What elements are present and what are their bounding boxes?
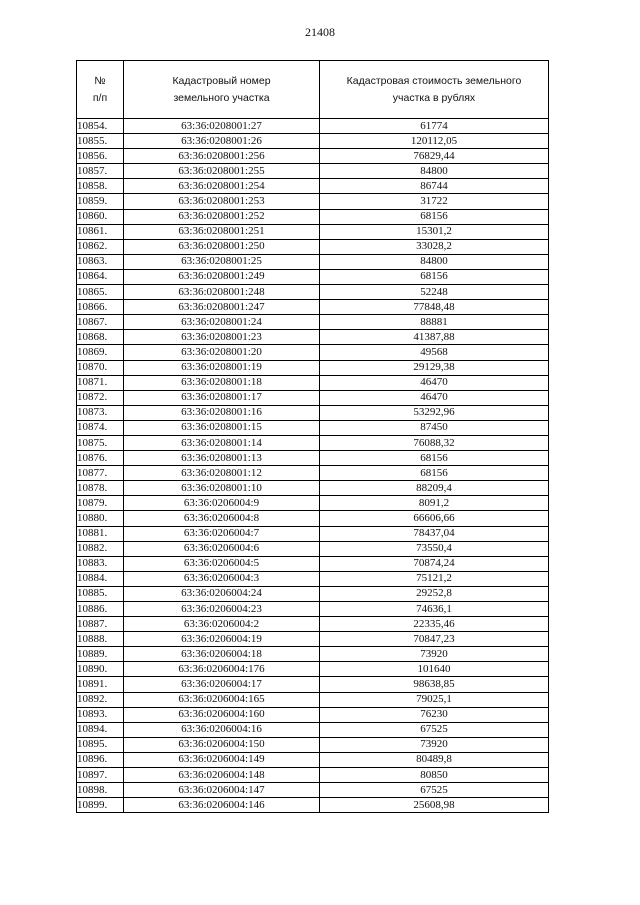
cadastral-cost-cell: 25608,98	[320, 798, 549, 813]
cadastral-cost-cell: 80489,8	[320, 752, 549, 767]
row-number-cell: 10859.	[77, 194, 124, 209]
table-row	[77, 390, 549, 405]
row-number-cell: 10872.	[77, 390, 124, 405]
header-cadastral-number: Кадастровый номер земельного участка	[124, 61, 320, 119]
cadastral-cost-cell: 61774	[320, 119, 549, 134]
cadastral-number-cell: 63:36:0208001:254	[124, 179, 320, 194]
row-number-cell: 10876.	[77, 451, 124, 466]
cadastral-cost-cell: 46470	[320, 390, 549, 405]
row-number-cell: 10874.	[77, 420, 124, 435]
table-row	[77, 209, 549, 224]
table-row	[77, 164, 549, 179]
row-number-cell: 10875.	[77, 435, 124, 450]
cadastral-cost-cell: 88881	[320, 315, 549, 330]
cadastral-cost-cell: 79025,1	[320, 692, 549, 707]
cadastral-number-cell: 63:36:0208001:256	[124, 149, 320, 164]
table-row	[77, 466, 549, 481]
row-number-cell: 10884.	[77, 571, 124, 586]
row-number-cell: 10870.	[77, 360, 124, 375]
table-row	[77, 768, 549, 783]
cadastral-cost-cell: 68156	[320, 209, 549, 224]
row-number-cell: 10871.	[77, 375, 124, 390]
table-row	[77, 420, 549, 435]
row-number-cell: 10855.	[77, 134, 124, 149]
cadastral-number-cell: 63:36:0208001:253	[124, 194, 320, 209]
header-row	[77, 61, 549, 119]
row-number-cell: 10865.	[77, 285, 124, 300]
cadastral-cost-cell: 88209,4	[320, 481, 549, 496]
cadastral-number-cell: 63:36:0208001:26	[124, 134, 320, 149]
cadastral-number-cell: 63:36:0206004:18	[124, 647, 320, 662]
cadastral-cost-cell: 41387,88	[320, 330, 549, 345]
row-number-cell: 10893.	[77, 707, 124, 722]
row-number-cell: 10883.	[77, 556, 124, 571]
cadastral-number-cell: 63:36:0208001:249	[124, 269, 320, 284]
cadastral-number-cell: 63:36:0208001:252	[124, 209, 320, 224]
row-number-cell: 10898.	[77, 783, 124, 798]
row-number-cell: 10856.	[77, 149, 124, 164]
cadastral-number-cell: 63:36:0206004:9	[124, 496, 320, 511]
cadastral-cost-cell: 8091,2	[320, 496, 549, 511]
cadastral-cost-cell: 22335,46	[320, 617, 549, 632]
cadastral-cost-cell: 120112,05	[320, 134, 549, 149]
cadastral-cost-cell: 67525	[320, 783, 549, 798]
cadastral-number-cell: 63:36:0208001:23	[124, 330, 320, 345]
table-row	[77, 737, 549, 752]
table-row	[77, 269, 549, 284]
table-row	[77, 435, 549, 450]
row-number-cell: 10860.	[77, 209, 124, 224]
table-row	[77, 345, 549, 360]
cadastral-number-cell: 63:36:0206004:16	[124, 722, 320, 737]
cadastral-cost-cell: 86744	[320, 179, 549, 194]
cadastral-number-cell: 63:36:0208001:24	[124, 315, 320, 330]
table-row	[77, 375, 549, 390]
cadastral-number-cell: 63:36:0208001:248	[124, 285, 320, 300]
cadastral-number-cell: 63:36:0206004:176	[124, 662, 320, 677]
table-row	[77, 526, 549, 541]
cadastral-cost-cell: 67525	[320, 722, 549, 737]
cadastral-number-cell: 63:36:0208001:251	[124, 224, 320, 239]
table-row	[77, 224, 549, 239]
cadastral-cost-cell: 66606,66	[320, 511, 549, 526]
table-row	[77, 405, 549, 420]
row-number-cell: 10881.	[77, 526, 124, 541]
table-row	[77, 541, 549, 556]
cadastral-cost-cell: 49568	[320, 345, 549, 360]
row-number-cell: 10862.	[77, 239, 124, 254]
table-row	[77, 179, 549, 194]
row-number-cell: 10895.	[77, 737, 124, 752]
cadastral-cost-cell: 29252,8	[320, 586, 549, 601]
row-number-cell: 10863.	[77, 254, 124, 269]
table-body	[77, 119, 549, 813]
table-row	[77, 134, 549, 149]
row-number-cell: 10866.	[77, 300, 124, 315]
table-row	[77, 752, 549, 767]
table-row	[77, 451, 549, 466]
table-row	[77, 149, 549, 164]
table-row	[77, 330, 549, 345]
cadastral-cost-cell: 31722	[320, 194, 549, 209]
cadastral-number-cell: 63:36:0206004:23	[124, 602, 320, 617]
cadastral-cost-cell: 74636,1	[320, 602, 549, 617]
cadastral-cost-cell: 76230	[320, 707, 549, 722]
row-number-cell: 10854.	[77, 119, 124, 134]
cadastral-cost-cell: 68156	[320, 466, 549, 481]
cadastral-cost-cell: 76088,32	[320, 435, 549, 450]
cadastral-cost-cell: 68156	[320, 451, 549, 466]
table-row	[77, 707, 549, 722]
cadastral-cost-cell: 52248	[320, 285, 549, 300]
cadastral-number-cell: 63:36:0208001:20	[124, 345, 320, 360]
table-row	[77, 496, 549, 511]
cadastral-cost-cell: 70874,24	[320, 556, 549, 571]
table-row	[77, 571, 549, 586]
cadastral-cost-cell: 73920	[320, 647, 549, 662]
table-row	[77, 360, 549, 375]
table-row	[77, 556, 549, 571]
cadastral-cost-cell: 33028,2	[320, 239, 549, 254]
cadastral-cost-cell: 53292,96	[320, 405, 549, 420]
table-row	[77, 511, 549, 526]
cadastral-number-cell: 63:36:0206004:7	[124, 526, 320, 541]
cadastral-cost-cell: 68156	[320, 269, 549, 284]
table-row	[77, 783, 549, 798]
page-number: 21408	[305, 25, 335, 39]
cadastral-cost-cell: 98638,85	[320, 677, 549, 692]
row-number-cell: 10857.	[77, 164, 124, 179]
cadastral-number-cell: 63:36:0206004:3	[124, 571, 320, 586]
cadastral-cost-cell: 78437,04	[320, 526, 549, 541]
row-number-cell: 10861.	[77, 224, 124, 239]
cadastral-number-cell: 63:36:0206004:19	[124, 632, 320, 647]
row-number-cell: 10878.	[77, 481, 124, 496]
table-row	[77, 647, 549, 662]
row-number-cell: 10892.	[77, 692, 124, 707]
row-number-cell: 10897.	[77, 768, 124, 783]
cadastral-number-cell: 63:36:0208001:247	[124, 300, 320, 315]
table-row	[77, 662, 549, 677]
table-row	[77, 602, 549, 617]
cadastral-cost-cell: 70847,23	[320, 632, 549, 647]
row-number-cell: 10885.	[77, 586, 124, 601]
table-row	[77, 239, 549, 254]
row-number-cell: 10882.	[77, 541, 124, 556]
cadastral-cost-cell: 73550,4	[320, 541, 549, 556]
cadastral-cost-cell: 84800	[320, 254, 549, 269]
table-row	[77, 254, 549, 269]
row-number-cell: 10873.	[77, 405, 124, 420]
cadastral-number-cell: 63:36:0208001:14	[124, 435, 320, 450]
cadastral-number-cell: 63:36:0206004:24	[124, 586, 320, 601]
cadastral-number-cell: 63:36:0208001:16	[124, 405, 320, 420]
cadastral-number-cell: 63:36:0206004:150	[124, 737, 320, 752]
cadastral-number-cell: 63:36:0206004:6	[124, 541, 320, 556]
table-row	[77, 632, 549, 647]
cadastral-number-cell: 63:36:0208001:12	[124, 466, 320, 481]
cadastral-cost-cell: 76829,44	[320, 149, 549, 164]
table-row	[77, 285, 549, 300]
row-number-cell: 10899.	[77, 798, 124, 813]
cadastral-number-cell: 63:36:0208001:18	[124, 375, 320, 390]
table-row	[77, 798, 549, 813]
cadastral-number-cell: 63:36:0208001:250	[124, 239, 320, 254]
row-number-cell: 10888.	[77, 632, 124, 647]
cadastral-number-cell: 63:36:0208001:25	[124, 254, 320, 269]
row-number-cell: 10890.	[77, 662, 124, 677]
cadastral-cost-cell: 84800	[320, 164, 549, 179]
table-row	[77, 481, 549, 496]
header-row-number: № п/п	[77, 61, 124, 119]
table-row	[77, 692, 549, 707]
row-number-cell: 10889.	[77, 647, 124, 662]
row-number-cell: 10887.	[77, 617, 124, 632]
cadastral-cost-cell: 87450	[320, 420, 549, 435]
cadastral-number-cell: 63:36:0206004:2	[124, 617, 320, 632]
cadastral-number-cell: 63:36:0206004:8	[124, 511, 320, 526]
table-row	[77, 617, 549, 632]
table-header	[77, 61, 549, 119]
cadastral-number-cell: 63:36:0208001:27	[124, 119, 320, 134]
cadastral-number-cell: 63:36:0206004:147	[124, 783, 320, 798]
row-number-cell: 10886.	[77, 602, 124, 617]
table-row	[77, 315, 549, 330]
cadastral-number-cell: 63:36:0208001:17	[124, 390, 320, 405]
cadastral-cost-cell: 15301,2	[320, 224, 549, 239]
cadastral-cost-cell: 75121,2	[320, 571, 549, 586]
cadastral-number-cell: 63:36:0208001:19	[124, 360, 320, 375]
row-number-cell: 10858.	[77, 179, 124, 194]
cadastral-number-cell: 63:36:0206004:149	[124, 752, 320, 767]
row-number-cell: 10869.	[77, 345, 124, 360]
row-number-cell: 10867.	[77, 315, 124, 330]
cadastral-cost-cell: 73920	[320, 737, 549, 752]
cadastral-number-cell: 63:36:0206004:165	[124, 692, 320, 707]
cadastral-cost-cell: 29129,38	[320, 360, 549, 375]
cadastral-number-cell: 63:36:0206004:160	[124, 707, 320, 722]
row-number-cell: 10864.	[77, 269, 124, 284]
cadastral-number-cell: 63:36:0206004:146	[124, 798, 320, 813]
cadastral-number-cell: 63:36:0206004:148	[124, 768, 320, 783]
cadastral-number-cell: 63:36:0206004:5	[124, 556, 320, 571]
table-row	[77, 119, 549, 134]
cadastral-number-cell: 63:36:0206004:17	[124, 677, 320, 692]
row-number-cell: 10894.	[77, 722, 124, 737]
table-row	[77, 300, 549, 315]
row-number-cell: 10877.	[77, 466, 124, 481]
row-number-cell: 10896.	[77, 752, 124, 767]
cadastral-cost-cell: 77848,48	[320, 300, 549, 315]
cadastral-cost-cell: 46470	[320, 375, 549, 390]
cadastral-number-cell: 63:36:0208001:10	[124, 481, 320, 496]
table-row	[77, 586, 549, 601]
table-row	[77, 722, 549, 737]
row-number-cell: 10879.	[77, 496, 124, 511]
row-number-cell: 10891.	[77, 677, 124, 692]
row-number-cell: 10868.	[77, 330, 124, 345]
table-row	[77, 677, 549, 692]
cadastral-number-cell: 63:36:0208001:15	[124, 420, 320, 435]
cadastral-number-cell: 63:36:0208001:13	[124, 451, 320, 466]
row-number-cell: 10880.	[77, 511, 124, 526]
cadastral-number-cell: 63:36:0208001:255	[124, 164, 320, 179]
table-row	[77, 194, 549, 209]
cadastral-cost-cell: 101640	[320, 662, 549, 677]
cadastral-cost-table	[76, 60, 549, 813]
cadastral-cost-cell: 80850	[320, 768, 549, 783]
header-cadastral-cost: Кадастровая стоимость земельного участка в рублях	[320, 61, 549, 119]
